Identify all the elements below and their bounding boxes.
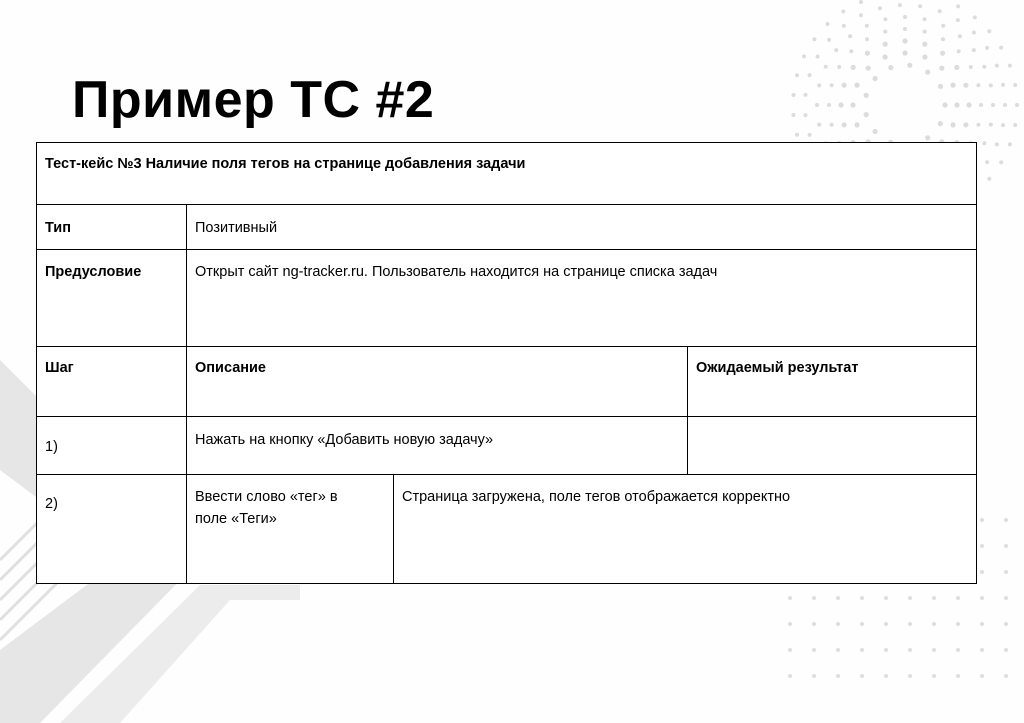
decor-dot	[938, 121, 943, 126]
decor-dot	[1001, 83, 1005, 87]
decor-dot	[815, 103, 819, 107]
decor-dot	[837, 65, 841, 69]
decor-dot	[1004, 622, 1008, 626]
step-description: Нажать на кнопку «Добавить новую задачу»	[195, 432, 494, 448]
precondition-value: Открыт сайт ng-tracker.ru. Пользователь находится на странице списка задач	[195, 264, 718, 280]
decor-dot	[957, 49, 961, 53]
decor-dot	[942, 102, 947, 107]
decor-dot	[907, 63, 912, 68]
decor-dot	[788, 622, 792, 626]
decor-dot	[1004, 570, 1008, 574]
decor-dot	[795, 73, 799, 77]
decor-dot	[980, 674, 984, 678]
decor-dot	[1004, 544, 1008, 548]
decor-dot	[860, 622, 864, 626]
decor-dot	[938, 9, 942, 13]
decor-dot	[980, 648, 984, 652]
decor-dot	[903, 27, 907, 31]
row-divider	[37, 249, 976, 250]
decor-dot	[866, 66, 871, 71]
decor-dot	[854, 122, 859, 127]
decor-dot	[808, 133, 812, 137]
decor-dot	[903, 15, 907, 19]
decor-dot	[883, 54, 888, 59]
decor-dot	[980, 596, 984, 600]
decor-dot	[925, 135, 930, 140]
row-divider	[37, 474, 976, 475]
decor-dot	[827, 38, 831, 42]
decor-dot	[969, 65, 973, 69]
row-divider	[37, 416, 976, 417]
decor-dot	[808, 73, 812, 77]
decor-dot	[836, 596, 840, 600]
decor-dot	[864, 112, 869, 117]
decor-dot	[979, 103, 983, 107]
decor-dot	[826, 22, 830, 26]
decor-dot	[995, 142, 999, 146]
decor-dot	[834, 48, 838, 52]
decor-dot	[938, 84, 943, 89]
decor-dot	[873, 76, 878, 81]
decor-dot	[918, 4, 922, 8]
decor-dot	[816, 55, 820, 59]
decor-dot	[1003, 103, 1007, 107]
decor-dot	[842, 24, 846, 28]
decor-dot	[878, 6, 882, 10]
decor-dot	[963, 122, 968, 127]
decor-dot	[864, 93, 869, 98]
precondition-label: Предусловие	[45, 264, 142, 280]
decor-dot	[812, 596, 816, 600]
decor-dot	[956, 596, 960, 600]
step-expected: Страница загружена, поле тегов отображается корректно	[402, 489, 791, 505]
step-number: 2)	[45, 496, 58, 512]
decor-dot	[859, 13, 863, 17]
decor-dot	[865, 24, 869, 28]
decor-dot	[812, 674, 816, 678]
decor-dot	[932, 622, 936, 626]
decor-dot	[982, 65, 986, 69]
test-case-heading: Тест-кейс №3 Наличие поля тегов на странице добавления задачи	[45, 156, 526, 172]
decor-dot	[884, 674, 888, 678]
decor-dot	[865, 51, 870, 56]
decor-dot	[865, 37, 869, 41]
decor-dot	[980, 518, 984, 522]
slide-title: Пример ТС #2	[72, 71, 435, 129]
decor-dot	[842, 83, 847, 88]
decor-dot	[908, 674, 912, 678]
decor-dot	[950, 83, 955, 88]
decor-dot	[908, 596, 912, 600]
decor-dot	[873, 129, 878, 134]
decor-dot	[804, 113, 808, 117]
decor-dot	[1004, 648, 1008, 652]
decor-dot	[884, 622, 888, 626]
decor-dot	[1008, 64, 1012, 68]
decor-dot	[941, 37, 945, 41]
decor-dot	[991, 103, 995, 107]
decor-dot	[817, 83, 821, 87]
decor-dot	[898, 3, 902, 7]
decor-dot	[954, 65, 959, 70]
decor-dot	[958, 34, 962, 38]
decor-dot	[1013, 123, 1017, 127]
decor-dot	[939, 66, 944, 71]
decor-dot	[980, 622, 984, 626]
decor-dot	[830, 123, 834, 127]
decor-dot	[883, 42, 888, 47]
decor-dot	[932, 674, 936, 678]
decor-dot	[999, 160, 1003, 164]
decor-dot	[923, 30, 927, 34]
decor-dot	[884, 596, 888, 600]
decor-dot	[972, 48, 976, 52]
decor-dot	[792, 93, 796, 97]
decor-dot	[1015, 103, 1019, 107]
decor-dot	[1001, 123, 1005, 127]
decor-dot	[956, 674, 960, 678]
decor-dot	[817, 123, 821, 127]
type-label: Тип	[45, 220, 71, 236]
decor-dot	[836, 674, 840, 678]
decor-dot	[950, 122, 955, 127]
decor-dot	[1004, 674, 1008, 678]
decor-dot	[902, 38, 907, 43]
decor-dot	[1004, 518, 1008, 522]
decor-dot	[972, 31, 976, 35]
decor-dot	[802, 54, 806, 58]
row-divider	[37, 346, 976, 347]
decor-dot	[954, 102, 959, 107]
decor-dot	[854, 83, 859, 88]
decor-dot	[884, 648, 888, 652]
decor-dot	[836, 622, 840, 626]
decor-dot	[883, 30, 887, 34]
step-description-line: Ввести слово «тег» в	[195, 489, 338, 505]
decor-dot	[1004, 596, 1008, 600]
decor-dot	[795, 133, 799, 137]
decor-dot	[850, 102, 855, 107]
decor-dot	[922, 42, 927, 47]
row-divider	[37, 204, 976, 205]
decor-dot	[976, 123, 980, 127]
decor-dot	[851, 65, 856, 70]
decor-dot	[792, 113, 796, 117]
type-value: Позитивный	[195, 220, 278, 236]
decor-dot	[982, 141, 986, 145]
decor-dot	[812, 648, 816, 652]
decor-dot	[812, 622, 816, 626]
decor-dot	[980, 570, 984, 574]
decor-dot	[987, 29, 991, 33]
decor-dot	[842, 122, 847, 127]
decor-dot	[956, 622, 960, 626]
decor-dot	[812, 37, 816, 41]
decor-dot	[932, 648, 936, 652]
decor-dot	[932, 596, 936, 600]
decor-dot	[888, 65, 893, 70]
decor-dot	[940, 51, 945, 56]
decor-dot	[788, 596, 792, 600]
column-header-expected: Ожидаемый результат	[696, 360, 859, 376]
decor-dot	[995, 64, 999, 68]
decor-dot	[987, 177, 991, 181]
decor-dot	[1013, 83, 1017, 87]
decor-dot	[966, 102, 971, 107]
decor-dot	[827, 103, 831, 107]
decor-dot	[860, 596, 864, 600]
decor-dot	[922, 54, 927, 59]
column-header-description: Описание	[195, 360, 266, 376]
test-case-table	[36, 142, 977, 584]
decor-dot	[849, 49, 853, 53]
decor-dot	[841, 10, 845, 14]
decor-dot	[824, 65, 828, 69]
decor-dot	[859, 0, 863, 4]
decor-dot	[973, 15, 977, 19]
decor-dot	[788, 648, 792, 652]
decor-dot	[985, 46, 989, 50]
decor-dot	[956, 18, 960, 22]
step-number: 1)	[45, 439, 58, 455]
decor-dot	[860, 674, 864, 678]
decor-dot	[989, 83, 993, 87]
decor-dot	[804, 93, 808, 97]
decor-dot	[836, 648, 840, 652]
decor-dot	[838, 102, 843, 107]
decor-dot	[956, 648, 960, 652]
decor-dot	[883, 17, 887, 21]
decor-dot	[963, 83, 968, 88]
decor-dot	[923, 17, 927, 21]
decor-dot	[999, 46, 1003, 50]
decor-dot	[941, 24, 945, 28]
decor-dot	[908, 648, 912, 652]
decor-dot	[1008, 142, 1012, 146]
decor-dot	[925, 70, 930, 75]
decor-dot	[830, 83, 834, 87]
decor-dot	[985, 160, 989, 164]
decor-dot	[902, 50, 907, 55]
decor-dot	[980, 544, 984, 548]
decor-dot	[848, 34, 852, 38]
decor-dot	[976, 83, 980, 87]
decor-dot	[956, 4, 960, 8]
column-header-step: Шаг	[45, 360, 74, 376]
decor-dot	[989, 123, 993, 127]
step-description-line: поле «Теги»	[195, 511, 277, 527]
decor-dot	[860, 648, 864, 652]
decor-dot	[788, 674, 792, 678]
decor-dot	[908, 622, 912, 626]
